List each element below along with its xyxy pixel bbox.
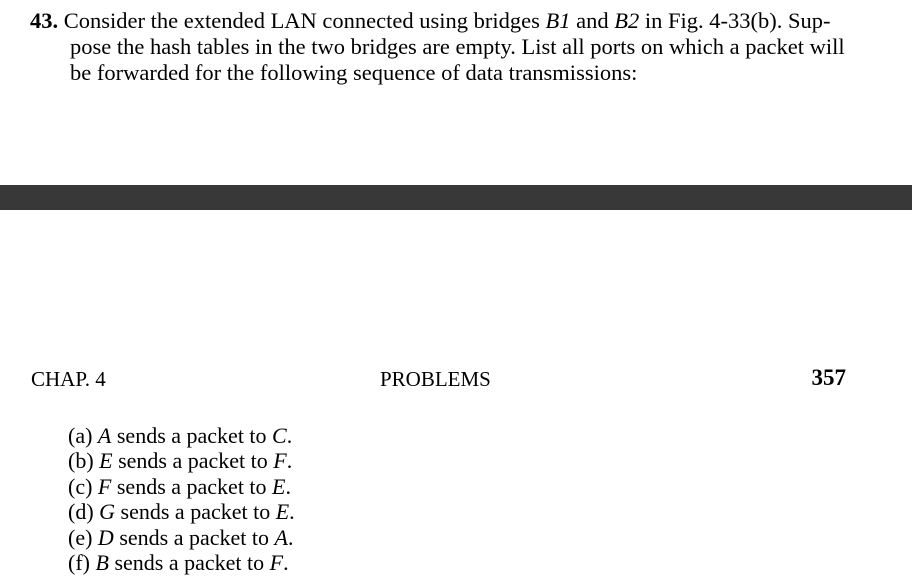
sender-node: F	[97, 473, 112, 499]
page-number: 357	[811, 365, 846, 390]
list-item: (a) A sends a packet to C.	[68, 423, 293, 448]
sender-node: E	[99, 448, 113, 474]
sender-node: G	[99, 499, 116, 525]
problem-text: and	[576, 8, 609, 33]
receiver-node: F	[269, 550, 284, 576]
subparts-list	[68, 423, 295, 575]
problem-text: in Fig. 4-33(b). Sup-	[644, 8, 831, 33]
problem-line-1	[30, 8, 860, 34]
list-item: (c) F sends a packet to E.	[68, 473, 291, 499]
running-header	[0, 365, 912, 395]
list-item: (d) G sends a packet to E.	[68, 499, 295, 525]
problem-number: 43.	[30, 8, 59, 33]
receiver-node: E	[272, 473, 286, 499]
sender-node: D	[97, 524, 114, 550]
problem-line-2: pose the hash tables in the two bridges are empty. List all ports on which a packet will	[70, 34, 845, 59]
receiver-node: A	[274, 524, 288, 550]
receiver-node: F	[273, 448, 287, 474]
problem-text: Consider the extended LAN connected using bridges	[63, 8, 540, 33]
receiver-node: C	[272, 423, 287, 448]
problem-line-3: be forwarded for the following sequence of data transmissions:	[70, 60, 638, 85]
chapter-label: CHAP. 4	[31, 367, 106, 391]
problem-statement	[30, 8, 860, 86]
receiver-node: E	[275, 499, 290, 525]
bridge-name: B1	[545, 8, 571, 33]
page-break-divider	[0, 185, 912, 210]
list-item: (f) B sends a packet to F.	[68, 550, 289, 576]
list-item: (b) E sends a packet to F.	[68, 448, 293, 474]
list-item: (e) D sends a packet to A.	[68, 524, 294, 550]
sender-node: A	[97, 423, 112, 448]
section-title: PROBLEMS	[380, 367, 491, 391]
bridge-name: B2	[614, 8, 640, 33]
sender-node: B	[95, 550, 109, 576]
